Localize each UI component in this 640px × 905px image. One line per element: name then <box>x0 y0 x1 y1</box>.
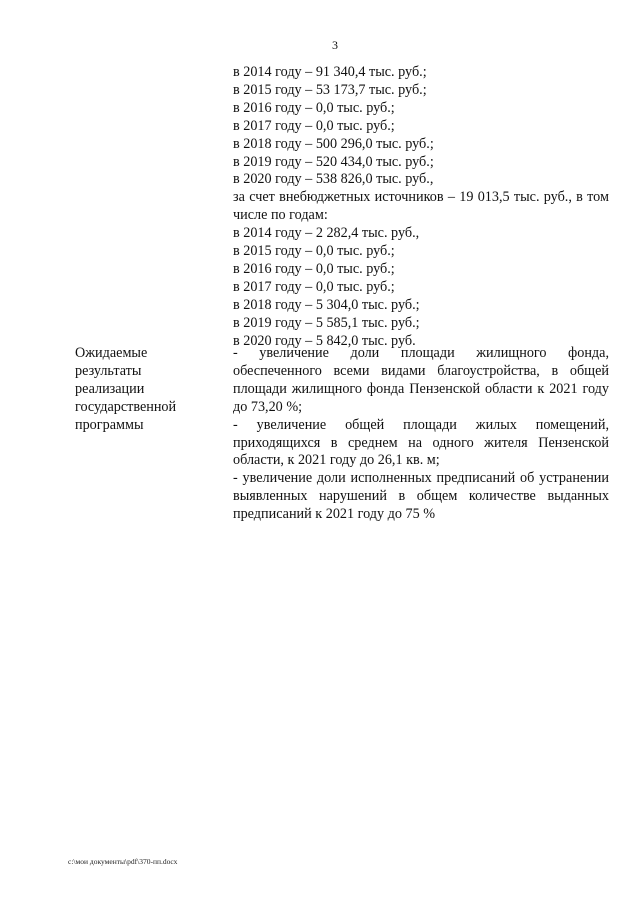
expected-results-label <box>75 345 220 435</box>
result-item-housing-amenities: - увеличение доли площади жилищного фонда, обеспеченного всеми видами благоустройства, в общей площади жилищного фонда Пензенской области к 2021 году до 73,20 %; <box>233 345 609 415</box>
budget-line-2019: в 2019 году – 520 434,0 тыс. руб.; <box>233 153 434 170</box>
budget-line-2014: в 2014 году – 91 340,4 тыс. руб.; <box>233 64 427 80</box>
label-line: государственной <box>75 398 177 415</box>
budget-line-2015: в 2015 году – 53 173,7 тыс. руб.; <box>233 81 427 98</box>
extrabudget-line-2020: в 2020 году – 5 842,0 тыс. руб. <box>233 332 416 349</box>
label-line: реализации <box>75 380 145 397</box>
funding-block <box>233 64 609 351</box>
extrabudget-line-2014: в 2014 году – 2 282,4 тыс. руб., <box>233 225 420 242</box>
extrabudget-line-2017: в 2017 году – 0,0 тыс. руб.; <box>233 278 395 295</box>
extrabudget-line-2016: в 2016 году – 0,0 тыс. руб.; <box>233 260 395 277</box>
budget-line-2016: в 2016 году – 0,0 тыс. руб.; <box>233 99 395 116</box>
page-number: 3 <box>332 38 338 52</box>
budget-line-2020: в 2020 году – 538 826,0 тыс. руб., <box>233 171 434 188</box>
result-item-orders-executed: - увеличение доли исполненных предписаний об устранении выявленных нарушений в общем количестве выданных предписаний к 2021 году до 75 % <box>233 470 609 523</box>
label-line: Ожидаемые <box>75 345 148 361</box>
footer-file-path: c:\мои документы\pdf\370-пп.docx <box>68 857 178 866</box>
extrabudget-line-2019: в 2019 году – 5 585,1 тыс. руб.; <box>233 314 420 331</box>
extrabudget-intro: за счет внебюджетных источников – 19 013,5 тыс. руб., в том числе по годам: <box>233 189 609 224</box>
label-line: программы <box>75 416 144 433</box>
budget-line-2017: в 2017 году – 0,0 тыс. руб.; <box>233 117 395 134</box>
expected-results-list <box>233 345 609 524</box>
label-line: результаты <box>75 362 142 379</box>
budget-line-2018: в 2018 году – 500 296,0 тыс. руб.; <box>233 135 434 152</box>
extrabudget-line-2018: в 2018 году – 5 304,0 тыс. руб.; <box>233 296 420 313</box>
extrabudget-line-2015: в 2015 году – 0,0 тыс. руб.; <box>233 243 395 260</box>
result-item-living-area: - увеличение общей площади жилых помещений, приходящихся в среднем на одного жителя Пензенской области, к 2021 году до 26,1 кв. м; <box>233 416 609 469</box>
